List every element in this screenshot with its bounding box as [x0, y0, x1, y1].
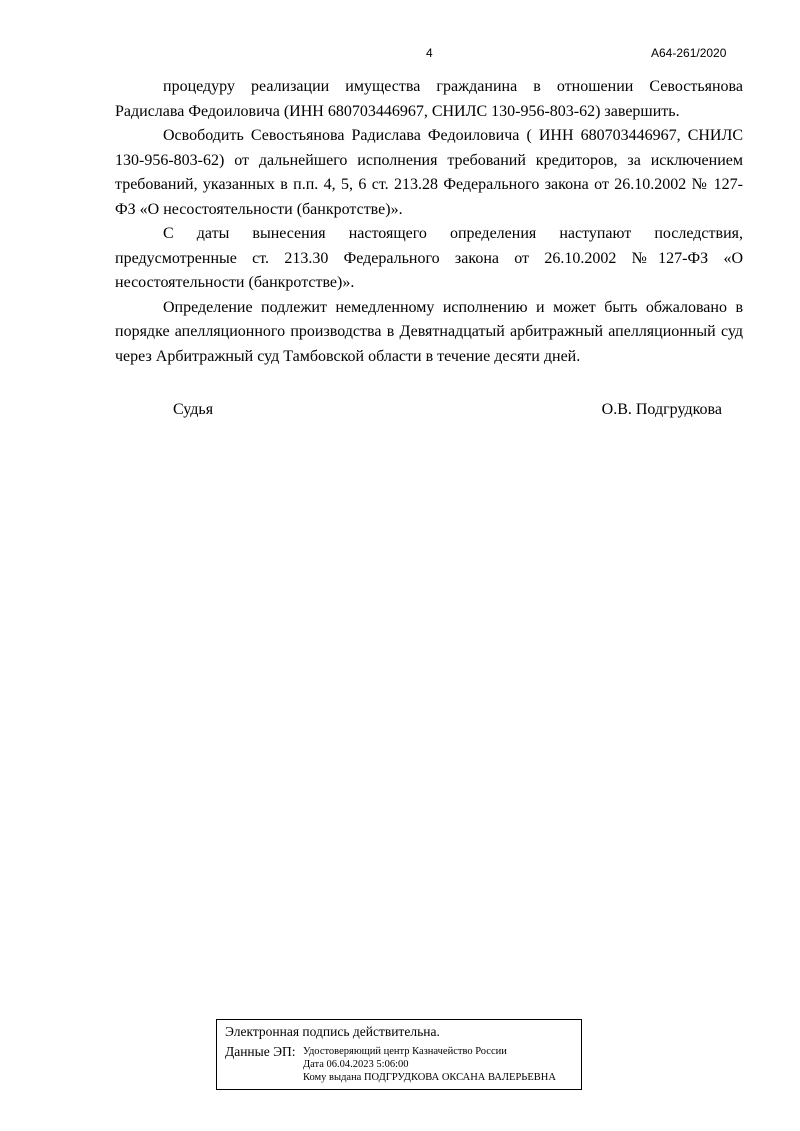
- paragraph-release-obligations: Освободить Севостьянова Радислава Федоиловича ( ИНН 680703446967, СНИЛС 130-956-803-62) от дальнейшего исполнения требований кредиторов, за исключением требований, указанных в п.п. 4, 5, 6 ст. 213.28 Федерального закона от 26.10.2002 № 127-ФЗ «О несостоятельности (банкротстве)».: [115, 127, 743, 218]
- e-signature-data-label: Данные ЭП:: [225, 1044, 296, 1059]
- paragraph-appeal: Определение подлежит немедленному исполнению и может быть обжаловано в порядке апелляционного производства в Девятнадцатый арбитражный апелляционный суд через Арбитражный суд Тамбовской области в течение десяти дней.: [115, 298, 743, 365]
- e-signature-status: Электронная подпись действительна.: [225, 1024, 440, 1039]
- page-number: 4: [426, 46, 433, 60]
- e-signature-issued-to: Кому выдана ПОДГРУДКОВА ОКСАНА ВАЛЕРЬЕВНА: [303, 1072, 556, 1083]
- paragraph-complete-procedure: процедуру реализации имущества гражданина в отношении Севостьянова Радислава Федоиловича (ИНН 680703446967, СНИЛС 130-956-803-62) завершить.: [115, 78, 743, 120]
- e-signature-issuer: Удостоверяющий центр Казначейство России: [303, 1046, 507, 1057]
- e-signature-stamp: [216, 1019, 582, 1090]
- paragraph-consequences: С даты вынесения настоящего определения наступают последствия, предусмотренные ст. 213.30 Федерального закона от 26.10.2002 №127-ФЗ «О несостоятельности (банкротстве)».: [115, 225, 743, 291]
- document-body: [115, 75, 743, 369]
- signature-name: О.В. Подгрудкова: [601, 401, 722, 418]
- case-number: А64-261/2020: [651, 46, 727, 60]
- signature-role: Судья: [173, 401, 214, 418]
- e-signature-details: [303, 1045, 556, 1084]
- e-signature-date: Дата 06.04.2023 5:06:00: [303, 1059, 409, 1070]
